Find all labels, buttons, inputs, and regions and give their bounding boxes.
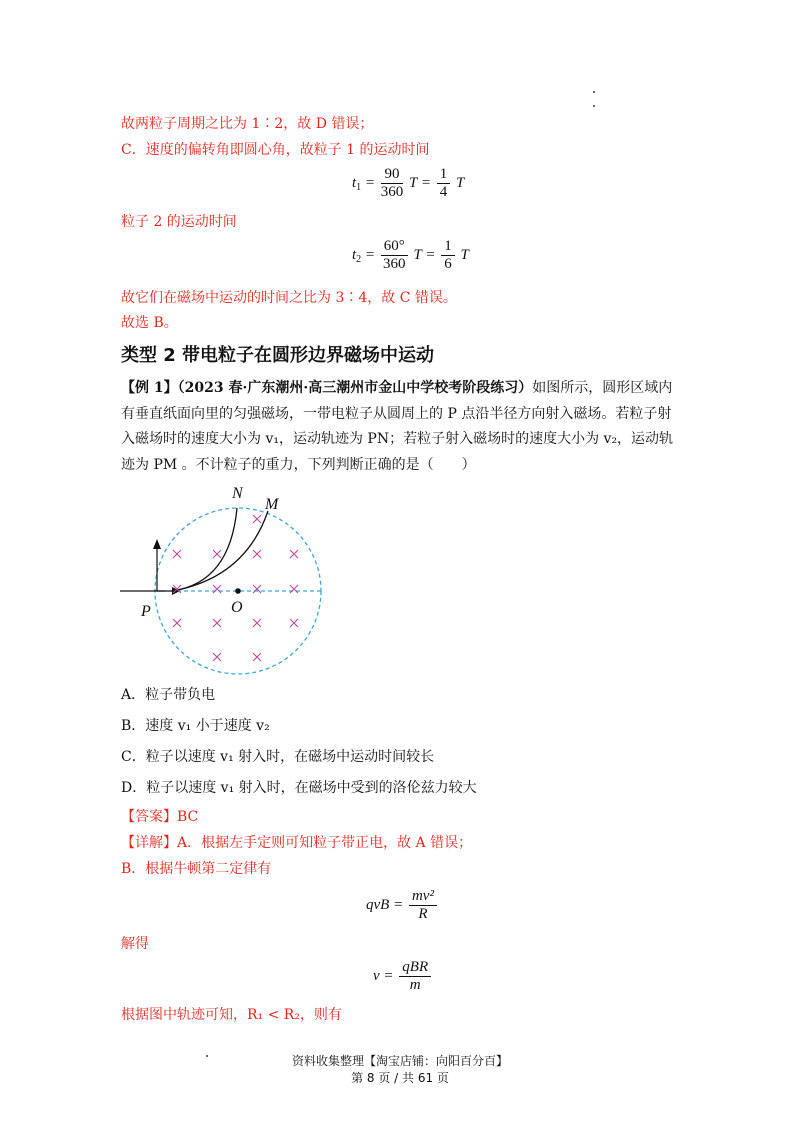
option-a: A．粒子带负电 <box>121 687 216 703</box>
equation-lorentz: qvB = $\frac{\text{mv²}}{R}$ <box>366 888 439 923</box>
label-n: N <box>232 485 243 502</box>
example-text-1: 如图所示，圆形区域内 <box>532 380 673 396</box>
equation-t2: $t_2$ = $\frac{60^\circ}{360}$ T = $\frac{1}{6}$ T <box>352 238 469 272</box>
example-text-4: 迹为 PM 。不计粒子的重力，下列判断正确的是（ ） <box>121 456 476 473</box>
equation-t1: $t_1$ = $\frac{90}{360}$ T = $\frac{1}{4}$ T <box>352 166 465 200</box>
example-text-3: 入磁场时的速度大小为 v₁，运动轨迹为 PN；若粒子射入磁场时的速度大小为 v₂，运动轨 <box>121 431 674 447</box>
corner-mark-1 <box>593 91 595 93</box>
footer-source: 资料收集整理【淘宝店铺：向阳百分百】 <box>291 1054 508 1068</box>
footer-page-number: 第 8 页 / 共 61 页 <box>351 1071 449 1085</box>
example-tag: 【例 1】 <box>121 380 178 396</box>
section-heading: 类型 2 带电粒子在圆形边界磁场中运动 <box>121 345 435 366</box>
text-line-3: 粒子 2 的运动时间 <box>121 214 237 230</box>
text-line-1: 故两粒子周期之比为 1∶2，故 D 错误； <box>121 116 374 132</box>
magnetic-field-figure <box>115 483 345 683</box>
label-o: O <box>231 599 243 616</box>
detail-b: B．根据牛顿第二定律有 <box>121 861 272 877</box>
text-line-4: 故它们在磁场中运动的时间之比为 3∶4，故 C 错误。 <box>121 290 457 306</box>
label-m: M <box>265 496 279 513</box>
example-question <box>121 376 681 478</box>
text-line-2: C．速度的偏转角即圆心角，故粒子 1 的运动时间 <box>121 142 430 158</box>
example-source: （2023 春·广东潮州·高三潮州市金山中学校考阶段练习） <box>177 380 533 396</box>
last-line: 根据图中轨迹可知，R₁ < R₂，则有 <box>121 1007 342 1023</box>
field-crosses <box>173 515 298 661</box>
text-line-5: 故选 B。 <box>121 315 178 331</box>
option-b: B．速度 v₁ 小于速度 v₂ <box>121 718 270 734</box>
trajectory-pn <box>172 508 237 591</box>
label-p: P <box>141 603 151 620</box>
corner-mark-2 <box>593 105 595 107</box>
center-point <box>235 588 241 594</box>
solve-label: 解得 <box>121 936 149 952</box>
option-d: D．粒子以速度 v₁ 射入时，在磁场中受到的洛伦兹力较大 <box>121 780 477 796</box>
detail-a: 【详解】A．根据左手定则可知粒子带正电，故 A 错误； <box>121 835 473 851</box>
velocity-arrow-head <box>153 539 161 549</box>
answer: 【答案】BC <box>121 809 199 825</box>
equation-velocity: v = $\frac{\text{qBR}}{m}$ <box>373 959 433 994</box>
option-c: C．粒子以速度 v₁ 射入时，在磁场中运动时间较长 <box>121 749 435 765</box>
example-text-2: 有垂直纸面向里的匀强磁场，一带电粒子从圆周上的 P 点沿半径方向射入磁场。若粒子射 <box>121 405 672 422</box>
